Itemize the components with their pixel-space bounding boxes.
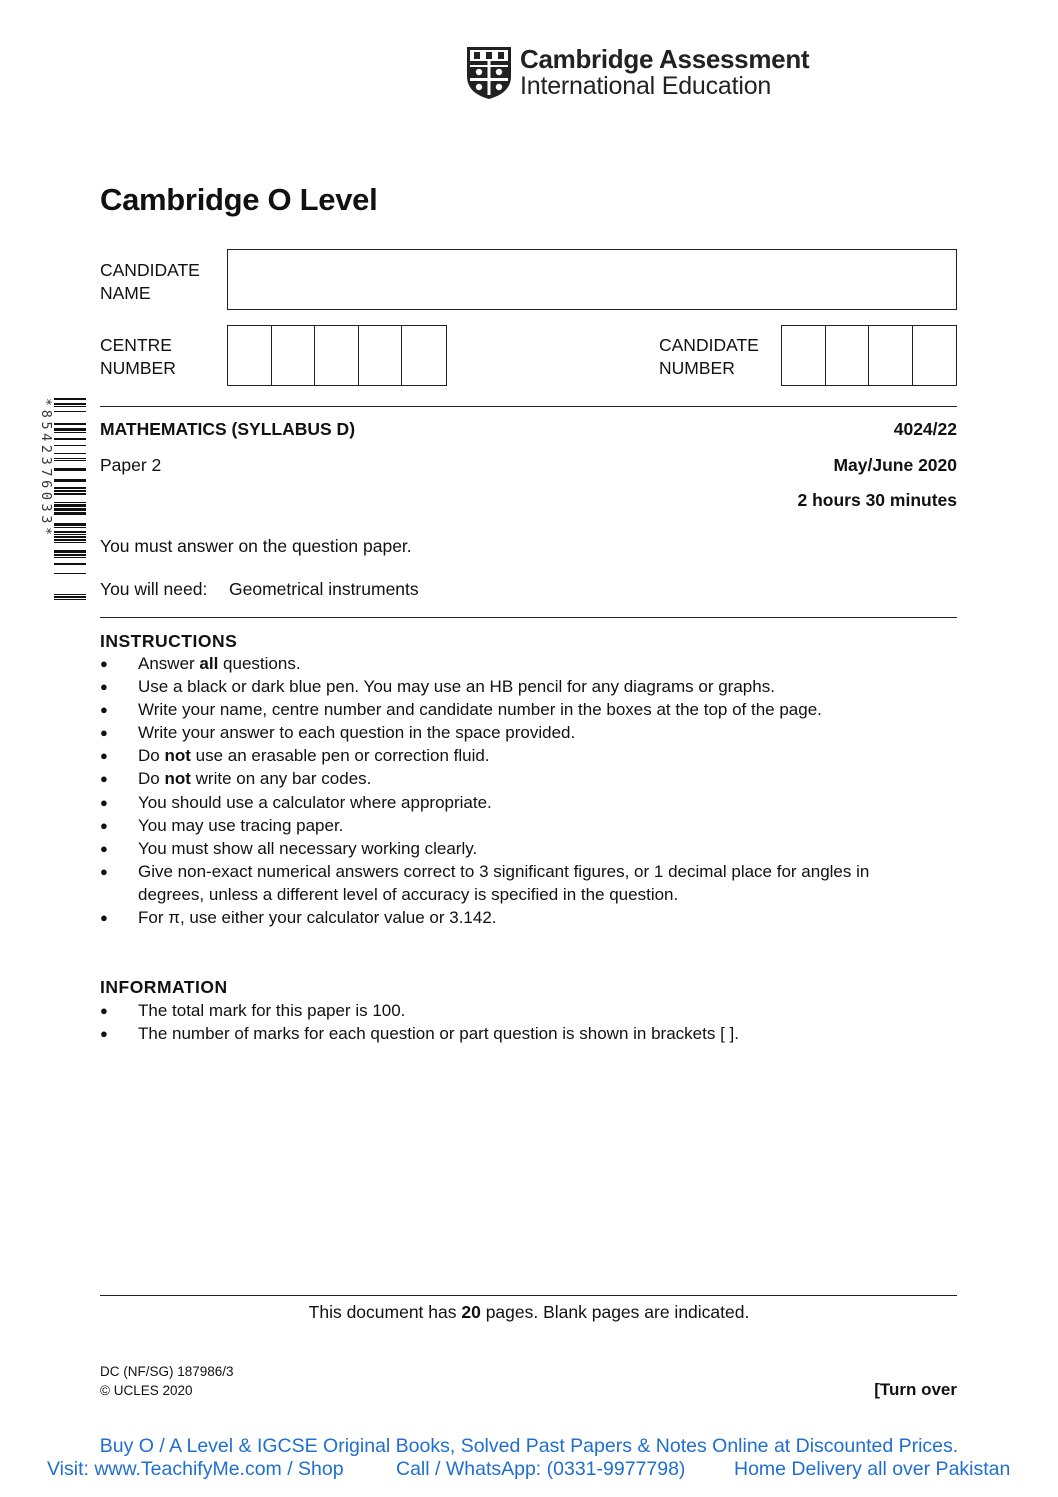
org-name-line1: Cambridge Assessment [520, 44, 810, 74]
exam-session: May/June 2020 [833, 455, 957, 475]
candidate-number-cell[interactable] [782, 326, 826, 385]
promo-website[interactable]: Visit: www.TeachifyMe.com / Shop [47, 1458, 344, 1480]
promo-line: Buy O / A Level & IGCSE Original Books, Solved Past Papers & Notes Online at Discounted Prices. [99, 1435, 959, 1457]
list-item: ● You must show all necessary working clearly. [100, 837, 930, 860]
centre-number-cell[interactable] [228, 326, 272, 385]
information-list [100, 999, 930, 1045]
promo-delivery: Home Delivery all over Pakistan [734, 1458, 1011, 1480]
divider-mid [100, 617, 957, 618]
candidate-number-label: CANDIDATE NUMBER [659, 335, 759, 378]
paper-code: 4024/22 [893, 419, 957, 439]
subject-title: MATHEMATICS (SYLLABUS D) [100, 419, 356, 439]
centre-number-boxes[interactable] [227, 325, 447, 386]
centre-number-cell[interactable] [272, 326, 316, 385]
promo-phone[interactable]: Call / WhatsApp: (0331-9977798) [396, 1458, 686, 1480]
list-item: ● Write your answer to each question in the space provided. [100, 721, 930, 744]
information-heading: INFORMATION [100, 977, 228, 997]
exam-duration: 2 hours 30 minutes [797, 490, 957, 510]
copyright: © UCLES 2020 [100, 1383, 193, 1398]
page-title: Cambridge O Level [100, 182, 378, 217]
barcode-number: *8542376033* [38, 398, 54, 539]
candidate-number-cell[interactable] [869, 326, 913, 385]
candidate-number-cell[interactable] [826, 326, 870, 385]
instructions-list [100, 652, 930, 929]
instructions-heading: INSTRUCTIONS [100, 631, 238, 651]
centre-number-cell[interactable] [315, 326, 359, 385]
need-value: Geometrical instruments [229, 579, 419, 599]
list-item: ● Do not use an erasable pen or correction fluid. [100, 744, 930, 767]
list-item: ● You may use tracing paper. [100, 814, 930, 837]
candidate-name-label: CANDIDATE NAME [100, 260, 200, 303]
candidate-number-cell[interactable] [913, 326, 956, 385]
barcode [38, 398, 86, 600]
list-item: ● Answer all questions. [100, 652, 930, 675]
candidate-number-boxes[interactable] [781, 325, 957, 386]
list-item: ● The number of marks for each question or part question is shown in brackets [ ]. [100, 1022, 930, 1045]
centre-number-cell[interactable] [402, 326, 446, 385]
list-item: ● Do not write on any bar codes. [100, 767, 930, 790]
page-count-note: This document has 20 pages. Blank pages are indicated. [308, 1302, 750, 1322]
cambridge-shield-icon [466, 46, 512, 100]
answer-note: You must answer on the question paper. [100, 536, 412, 556]
org-logo [466, 46, 809, 100]
list-item: ● Use a black or dark blue pen. You may use an HB pencil for any diagrams or graphs. [100, 675, 930, 698]
list-item: ● You should use a calculator where appropriate. [100, 791, 930, 814]
centre-number-cell[interactable] [359, 326, 403, 385]
paper-number: Paper 2 [100, 455, 162, 475]
list-item: ● Give non-exact numerical answers correct to 3 significant figures, or 1 decimal place for angles in degrees, unless a different level of accuracy is specified in the question. [100, 860, 930, 906]
list-item: ● The total mark for this paper is 100. [100, 999, 930, 1022]
centre-number-label: CENTRE NUMBER [100, 335, 176, 378]
divider-top [100, 406, 957, 407]
doc-code: DC (NF/SG) 187986/3 [100, 1364, 234, 1379]
divider-bottom [100, 1295, 957, 1296]
list-item: ● Write your name, centre number and candidate number in the boxes at the top of the page. [100, 698, 930, 721]
turn-over: [Turn over [874, 1380, 957, 1399]
list-item: ● For π, use either your calculator value or 3.142. [100, 906, 930, 929]
need-label: You will need: [100, 579, 208, 599]
org-name-line2: International Education [520, 72, 772, 100]
candidate-name-box[interactable] [227, 249, 957, 310]
